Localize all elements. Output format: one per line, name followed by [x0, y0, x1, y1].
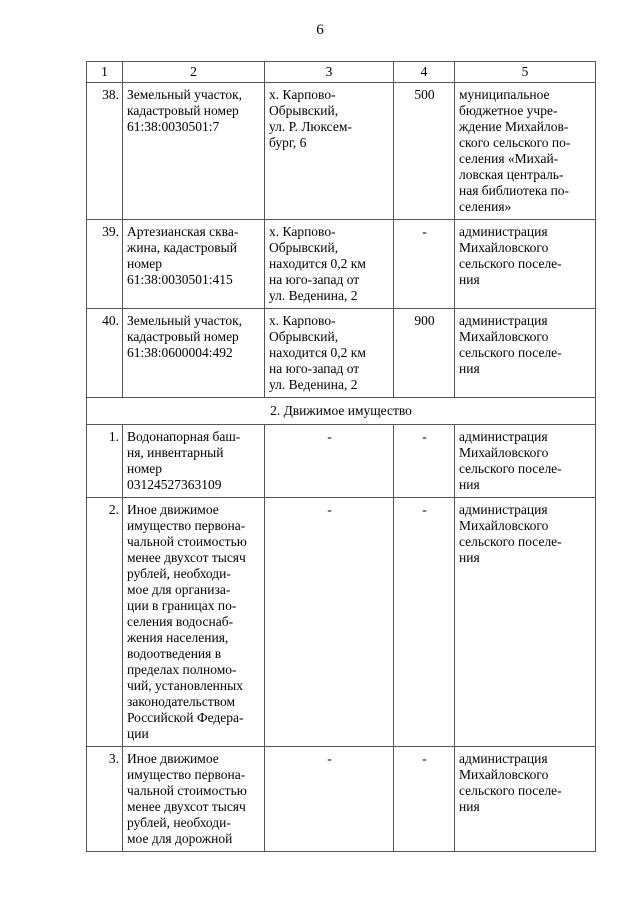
- property-name: Земельный участок, кадастровый номер 61:38:0030501:7: [123, 83, 265, 220]
- property-name: Иное движимое имущество первона- чальной стоимостью менее двухсот тысяч рублей, необходи- мое для дорожной: [123, 747, 265, 852]
- table-row: [87, 309, 596, 398]
- property-name: Иное движимое имущество первона- чальной стоимостью менее двухсот тысяч рублей, необходи- мое для организа- ции в границах по- селения водоснаб- жения населения, водоотведения в пределах полномо- чий, установленных законодательством Российской Федера- ции: [123, 498, 265, 747]
- property-address: -: [265, 747, 394, 852]
- table-row: [87, 220, 596, 309]
- row-number: 40.: [87, 309, 123, 398]
- property-area: 900: [394, 309, 455, 398]
- property-address: х. Карпово- Обрывский, находится 0,2 км на юго-запад от ул. Веденина, 2: [265, 220, 394, 309]
- property-name: Земельный участок, кадастровый номер 61:38:0600004:492: [123, 309, 265, 398]
- column-header: 5: [455, 62, 596, 83]
- property-table: [86, 61, 596, 852]
- property-address: х. Карпово- Обрывский, находится 0,2 км на юго-запад от ул. Веденина, 2: [265, 309, 394, 398]
- table-row: [87, 498, 596, 747]
- column-header: 2: [123, 62, 265, 83]
- row-number: 3.: [87, 747, 123, 852]
- property-name: Артезианская сква- жина, кадастровый номер 61:38:0030501:415: [123, 220, 265, 309]
- property-holder: администрация Михайловского сельского поселе- ния: [455, 309, 596, 398]
- property-area: -: [394, 220, 455, 309]
- property-address: -: [265, 425, 394, 498]
- property-holder: администрация Михайловского сельского поселе- ния: [455, 425, 596, 498]
- page-number: 6: [316, 22, 324, 38]
- row-number: 38.: [87, 83, 123, 220]
- property-holder: администрация Михайловского сельского поселе- ния: [455, 747, 596, 852]
- section-row: [87, 398, 596, 425]
- row-number: 2.: [87, 498, 123, 747]
- property-area: -: [394, 425, 455, 498]
- property-address: х. Карпово- Обрывский, ул. Р. Люксем- бург, 6: [265, 83, 394, 220]
- section-title: 2. Движимое имущество: [87, 398, 596, 425]
- table-row: [87, 83, 596, 220]
- property-holder: администрация Михайловского сельского поселе- ния: [455, 498, 596, 747]
- column-header: 3: [265, 62, 394, 83]
- property-holder: администрация Михайловского сельского поселе- ния: [455, 220, 596, 309]
- table-row: [87, 425, 596, 498]
- property-area: 500: [394, 83, 455, 220]
- property-area: -: [394, 747, 455, 852]
- row-number: 39.: [87, 220, 123, 309]
- table-header-row: [87, 62, 596, 83]
- property-name: Водонапорная баш- ня, инвентарный номер 03124527363109: [123, 425, 265, 498]
- property-holder: муниципальное бюджетное учре- ждение Михайлов- ского сельского по- селения «Михай- ловская централь- ная библиотека по- селения»: [455, 83, 596, 220]
- table-row: [87, 747, 596, 852]
- property-area: -: [394, 498, 455, 747]
- row-number: 1.: [87, 425, 123, 498]
- column-header: 4: [394, 62, 455, 83]
- property-address: -: [265, 498, 394, 747]
- column-header: 1: [87, 62, 123, 83]
